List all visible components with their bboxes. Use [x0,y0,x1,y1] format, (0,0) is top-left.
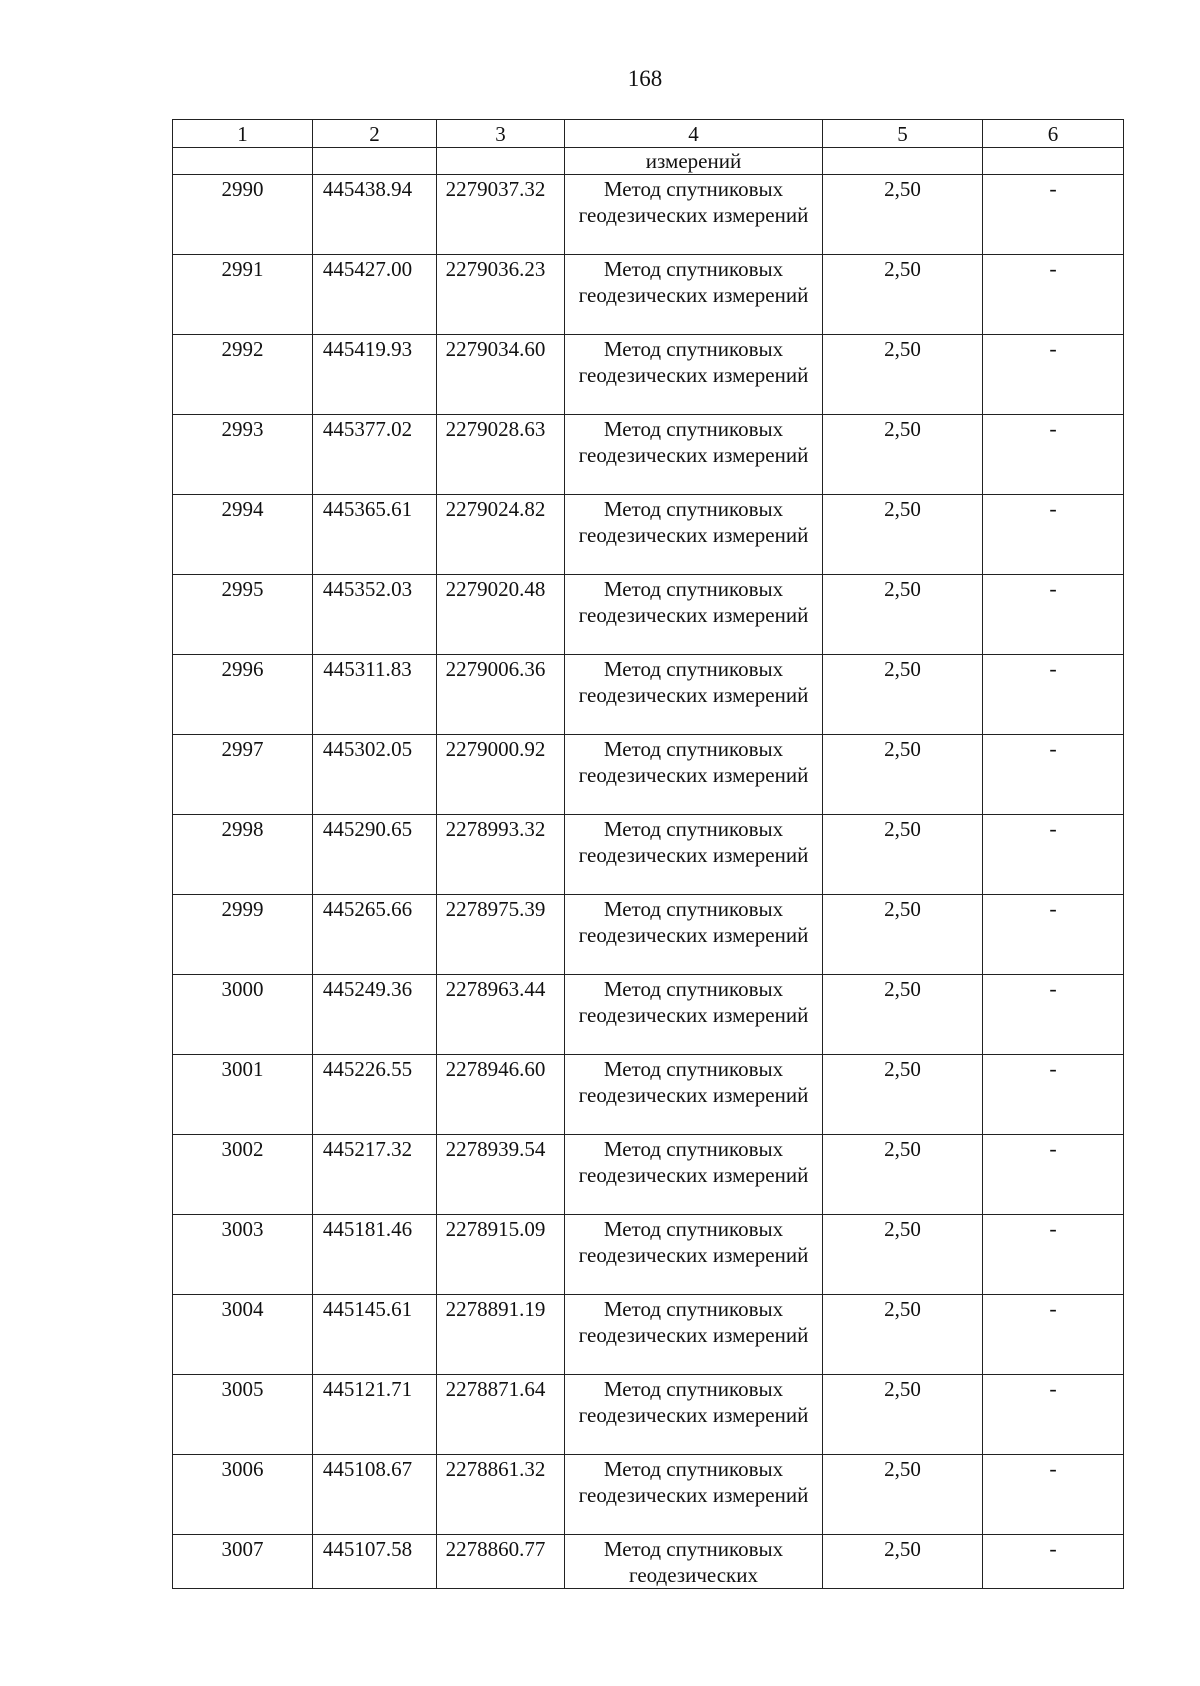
note-cell: - [983,1535,1124,1589]
y-coordinate-cell: 2279036.23 [437,255,565,335]
y-coordinate-cell: 2278891.19 [437,1295,565,1375]
x-coordinate-cell: 445302.05 [313,735,437,815]
x-coordinate-cell: 445438.94 [313,175,437,255]
method-cell: Метод спутниковых геодезических измерений [565,1375,823,1455]
note-cell: - [983,1215,1124,1295]
accuracy-cell: 2,50 [823,575,983,655]
method-cell: Метод спутниковых геодезических измерений [565,895,823,975]
x-coordinate-cell: 445311.83 [313,655,437,735]
table-row [173,1135,1124,1215]
continuation-cell: измерений [565,148,823,175]
point-number-cell: 2991 [173,255,313,335]
note-cell: - [983,175,1124,255]
method-cell: Метод спутниковых геодезических измерений [565,975,823,1055]
note-cell: - [983,655,1124,735]
x-coordinate-cell: 445121.71 [313,1375,437,1455]
x-coordinate-cell: 445108.67 [313,1455,437,1535]
point-number-cell: 3002 [173,1135,313,1215]
column-number-header: 1 [173,120,313,148]
point-number-cell: 2992 [173,335,313,415]
table-row [173,335,1124,415]
point-number-cell: 2997 [173,735,313,815]
point-number-cell: 2990 [173,175,313,255]
table-row [173,1375,1124,1455]
accuracy-cell: 2,50 [823,735,983,815]
y-coordinate-cell: 2278975.39 [437,895,565,975]
page-number: 168 [627,66,663,91]
accuracy-cell: 2,50 [823,255,983,335]
column-number-header: 2 [313,120,437,148]
method-cell: Метод спутниковых геодезических измерений [565,255,823,335]
point-number-cell: 3003 [173,1215,313,1295]
y-coordinate-cell: 2278871.64 [437,1375,565,1455]
method-cell: Метод спутниковых геодезических измерений [565,415,823,495]
table-row [173,735,1124,815]
y-coordinate-cell: 2278963.44 [437,975,565,1055]
note-cell: - [983,495,1124,575]
y-coordinate-cell: 2279024.82 [437,495,565,575]
method-cell: Метод спутниковых геодезических измерений [565,655,823,735]
method-cell: Метод спутниковых геодезических измерений [565,815,823,895]
continuation-cell [983,148,1124,175]
accuracy-cell: 2,50 [823,335,983,415]
table-row [173,255,1124,335]
y-coordinate-cell: 2278915.09 [437,1215,565,1295]
note-cell: - [983,975,1124,1055]
point-number-cell: 3000 [173,975,313,1055]
accuracy-cell: 2,50 [823,815,983,895]
continuation-cell [823,148,983,175]
y-coordinate-cell: 2278860.77 [437,1535,565,1589]
table-row [173,1055,1124,1135]
y-coordinate-cell: 2279006.36 [437,655,565,735]
x-coordinate-cell: 445290.65 [313,815,437,895]
point-number-cell: 2999 [173,895,313,975]
x-coordinate-cell: 445377.02 [313,415,437,495]
note-cell: - [983,1135,1124,1215]
point-number-cell: 3001 [173,1055,313,1135]
column-number-header: 6 [983,120,1124,148]
accuracy-cell: 2,50 [823,495,983,575]
column-number-header: 5 [823,120,983,148]
table-row [173,495,1124,575]
continuation-cell [173,148,313,175]
x-coordinate-cell: 445107.58 [313,1535,437,1589]
table-row [173,975,1124,1055]
y-coordinate-cell: 2278861.32 [437,1455,565,1535]
x-coordinate-cell: 445365.61 [313,495,437,575]
y-coordinate-cell: 2279000.92 [437,735,565,815]
method-cell: Метод спутниковых геодезических измерений [565,335,823,415]
note-cell: - [983,1295,1124,1375]
table-row [173,575,1124,655]
method-cell: Метод спутниковых геодезических измерений [565,175,823,255]
y-coordinate-cell: 2278993.32 [437,815,565,895]
table-row [173,895,1124,975]
y-coordinate-cell: 2278946.60 [437,1055,565,1135]
accuracy-cell: 2,50 [823,1535,983,1589]
note-cell: - [983,735,1124,815]
table-row [173,655,1124,735]
y-coordinate-cell: 2279028.63 [437,415,565,495]
accuracy-cell: 2,50 [823,1375,983,1455]
accuracy-cell: 2,50 [823,1055,983,1135]
note-cell: - [983,575,1124,655]
accuracy-cell: 2,50 [823,1135,983,1215]
table-row [173,1295,1124,1375]
table-row [173,815,1124,895]
note-cell: - [983,415,1124,495]
x-coordinate-cell: 445226.55 [313,1055,437,1135]
method-cell: Метод спутниковых геодезических измерений [565,575,823,655]
table-row [173,1215,1124,1295]
x-coordinate-cell: 445249.36 [313,975,437,1055]
accuracy-cell: 2,50 [823,655,983,735]
method-cell: Метод спутниковых геодезических измерений [565,1455,823,1535]
coordinates-table [172,119,1124,1589]
table-row [173,415,1124,495]
x-coordinate-cell: 445419.93 [313,335,437,415]
accuracy-cell: 2,50 [823,415,983,495]
point-number-cell: 2994 [173,495,313,575]
note-cell: - [983,1455,1124,1535]
accuracy-cell: 2,50 [823,1295,983,1375]
point-number-cell: 2995 [173,575,313,655]
table-row [173,1455,1124,1535]
continuation-row [173,148,1124,175]
continuation-cell [313,148,437,175]
column-number-header: 4 [565,120,823,148]
x-coordinate-cell: 445181.46 [313,1215,437,1295]
x-coordinate-cell: 445145.61 [313,1295,437,1375]
point-number-cell: 2993 [173,415,313,495]
note-cell: - [983,255,1124,335]
x-coordinate-cell: 445352.03 [313,575,437,655]
accuracy-cell: 2,50 [823,1215,983,1295]
accuracy-cell: 2,50 [823,975,983,1055]
point-number-cell: 2996 [173,655,313,735]
y-coordinate-cell: 2278939.54 [437,1135,565,1215]
continuation-cell [437,148,565,175]
table-row [173,1535,1124,1589]
note-cell: - [983,335,1124,415]
x-coordinate-cell: 445217.32 [313,1135,437,1215]
note-cell: - [983,895,1124,975]
note-cell: - [983,815,1124,895]
point-number-cell: 3007 [173,1535,313,1589]
y-coordinate-cell: 2279020.48 [437,575,565,655]
table-row [173,175,1124,255]
x-coordinate-cell: 445265.66 [313,895,437,975]
y-coordinate-cell: 2279037.32 [437,175,565,255]
accuracy-cell: 2,50 [823,895,983,975]
column-number-header: 3 [437,120,565,148]
accuracy-cell: 2,50 [823,1455,983,1535]
method-cell: Метод спутниковых геодезических [565,1535,823,1589]
method-cell: Метод спутниковых геодезических измерений [565,1215,823,1295]
y-coordinate-cell: 2279034.60 [437,335,565,415]
accuracy-cell: 2,50 [823,175,983,255]
point-number-cell: 2998 [173,815,313,895]
note-cell: - [983,1375,1124,1455]
method-cell: Метод спутниковых геодезических измерений [565,1055,823,1135]
point-number-cell: 3006 [173,1455,313,1535]
note-cell: - [983,1055,1124,1135]
x-coordinate-cell: 445427.00 [313,255,437,335]
method-cell: Метод спутниковых геодезических измерений [565,735,823,815]
point-number-cell: 3004 [173,1295,313,1375]
method-cell: Метод спутниковых геодезических измерений [565,1295,823,1375]
column-number-row [173,120,1124,148]
point-number-cell: 3005 [173,1375,313,1455]
method-cell: Метод спутниковых геодезических измерений [565,1135,823,1215]
method-cell: Метод спутниковых геодезических измерений [565,495,823,575]
